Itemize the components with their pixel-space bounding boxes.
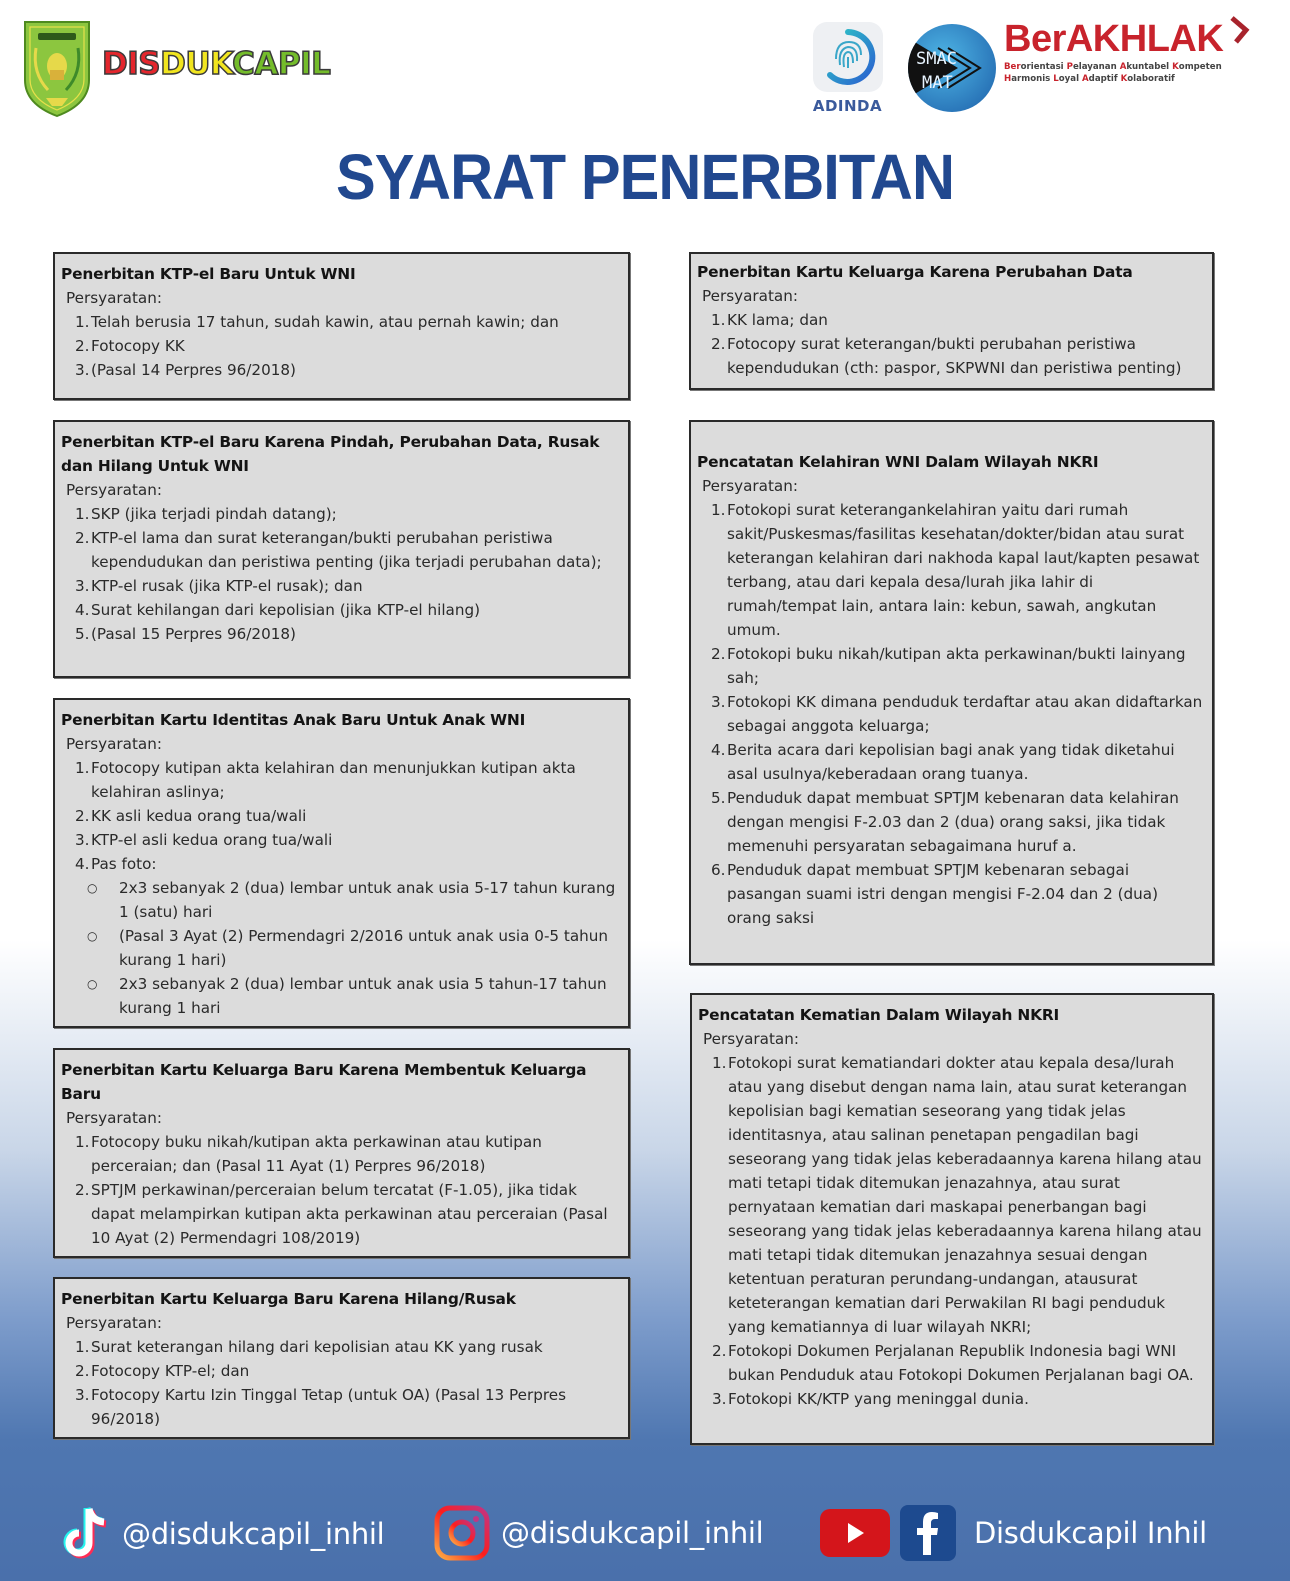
item-number: 3. [75,831,90,849]
card-ktp-pindah-rusak-hilang [53,420,630,678]
pas-foto-sublist [61,876,622,1020]
requirements-list [61,310,622,382]
item-text: Fotokopi buku nikah/kutipan akta perkawinan/bukti lainyang sah; [727,645,1186,687]
requirement-item [75,1178,622,1250]
item-number: 3. [75,577,90,595]
requirement-item [711,308,1206,332]
item-text: Surat keterangan hilang dari kepolisian atau KK yang rusak [91,1338,543,1356]
requirement-item [711,858,1206,930]
requirement-item [711,786,1206,858]
item-text: KK asli kedua orang tua/wali [91,807,307,825]
item-text: SPTJM perkawinan/perceraian belum tercatat (F-1.05), jika tidak dapat melampirkan kutipan akta perkawinan atau perceraian (Pasal 10 Ayat (2) Permendagri 108/2019) [91,1181,608,1247]
brand-part-duk: DUK [160,46,233,82]
page-title: SYARAT PENERBITAN [335,141,955,213]
berakhlak-line2 [1004,73,1223,85]
requirement-item [711,690,1206,738]
berakhlak-initial: Ber [1004,62,1021,72]
requirement-item [75,852,622,876]
berakhlak-line1 [1004,61,1223,73]
card-pencatatan-kematian [690,993,1214,1445]
smart-logo-line2: MAT [922,73,953,93]
requirement-item [75,574,622,598]
instagram-handle[interactable]: @disdukcapil_inhil [501,1516,764,1550]
item-number: 2. [75,1362,90,1380]
item-number: 3. [711,693,726,711]
adinda-logo [810,22,885,115]
disdukcapil-logo [22,18,330,118]
facebook-icon[interactable] [900,1505,956,1561]
requirements-list [61,502,622,646]
brand-wordmark [102,46,330,82]
berakhlak-word-rest: kuntabel [1126,62,1173,72]
regency-crest-icon [22,18,92,118]
requirements-list [697,498,1206,930]
item-number: 1. [712,1054,727,1072]
requirements-label: Persyaratan: [66,1314,162,1332]
item-text: (Pasal 15 Perpres 96/2018) [91,625,296,643]
item-number: 1. [75,1133,90,1151]
requirement-item [712,1051,1206,1339]
item-text: Fotocopy kutipan akta kelahiran dan menunjukkan kutipan akta kelahiran aslinya; [91,759,576,801]
social-footer [0,1505,1290,1565]
card-kk-hilang-rusak [53,1277,630,1439]
requirement-item [75,756,622,804]
card-title: Penerbitan KTP-el Baru Untuk WNI [61,265,356,283]
card-title: Penerbitan Kartu Identitas Anak Baru Untuk Anak WNI [61,711,526,729]
social-tiktok[interactable] [60,1505,384,1563]
berakhlak-initial: L [1053,74,1059,84]
card-title: Penerbitan KTP-el Baru Karena Pindah, Perubahan Data, Rusak dan Hilang Untuk WNI [61,433,600,475]
requirements-list [61,1130,622,1250]
berakhlak-word-rest: orientasi [1020,62,1067,72]
item-text: KK lama; dan [727,311,828,329]
requirement-item [75,1335,622,1359]
item-number: 2. [75,1181,90,1199]
play-arrows-icon [908,24,996,112]
requirements-label: Persyaratan: [66,735,162,753]
item-number: 5. [75,625,90,643]
item-text: Fotokopi Dokumen Perjalanan Republik Indonesia bagi WNI bukan Penduduk atau Fotokopi Dokumen Perjalanan bagi OA. [728,1342,1194,1384]
berakhlak-initial: A [1082,74,1089,84]
berakhlak-word-rest: daptif [1088,74,1121,84]
sub-item-text: 2x3 sebanyak 2 (dua) lembar untuk anak usia 5 tahun-17 tahun kurang 1 hari [119,975,607,1017]
card-title: Penerbitan Kartu Keluarga Karena Perubahan Data [697,263,1133,281]
requirement-item [75,828,622,852]
item-number: 3. [712,1390,727,1408]
item-text: Pas foto: [91,855,157,873]
requirements-label: Persyaratan: [66,1109,162,1127]
berakhlak-initial: H [1004,74,1012,84]
instagram-icon [433,1505,491,1561]
card-title: Pencatatan Kematian Dalam Wilayah NKRI [698,1006,1060,1024]
card-title: Penerbitan Kartu Keluarga Baru Karena Hilang/Rusak [61,1290,516,1308]
item-number: 4. [711,741,726,759]
item-text: Fotocopy KTP-el; dan [91,1362,250,1380]
item-number: 4. [75,601,90,619]
requirement-item [75,1383,622,1431]
card-ktp-baru [53,252,630,400]
item-text: KTP-el rusak (jika KTP-el rusak); dan [91,577,363,595]
requirements-list [698,1051,1206,1411]
requirements-label: Persyaratan: [703,1030,799,1048]
berakhlak-word-rest: ompeten [1178,62,1222,72]
item-number: 1. [75,759,90,777]
requirement-item [75,526,622,574]
brand-part-capil: CAPIL [232,46,331,82]
requirement-item [75,334,622,358]
berakhlak-initial: A [1119,62,1127,72]
requirement-item [711,642,1206,690]
item-number: 2. [712,1342,727,1360]
requirements-label: Persyaratan: [66,289,162,307]
requirement-item [75,1130,622,1178]
item-text: Fotokopi KK/KTP yang meninggal dunia. [728,1390,1029,1408]
item-text: Penduduk dapat membuat SPTJM kebenaran sebagai pasangan suami istri dengan mengisi F-2.04 dan 2 (dua) orang saksi [727,861,1159,927]
social-youtube-facebook[interactable] [820,1505,1207,1561]
chevron-right-icon [1228,16,1252,44]
berakhlak-word-rest: oyal [1058,74,1083,84]
brand-part-dis: DIS [102,46,161,82]
berakhlak-title: BerAKHLAK [1004,18,1224,60]
card-title: Pencatatan Kelahiran WNI Dalam Wilayah NKRI [697,453,1099,471]
sub-item [87,972,622,1020]
item-text: Fotokopi KK dimana penduduk terdaftar atau akan didaftarkan sebagai anggota keluarga; [727,693,1203,735]
adinda-app-tile [813,22,883,92]
youtube-facebook-name[interactable]: Disdukcapil Inhil [974,1516,1207,1550]
card-kia-baru [53,698,630,1028]
item-text: KTP-el lama dan surat keterangan/bukti perubahan peristiwa kependudukan dan peristiwa penting (jika terjadi perubahan data); [91,529,602,571]
circle-bullet-icon: ○ [87,977,98,991]
item-text: (Pasal 14 Perpres 96/2018) [91,361,296,379]
berakhlak-initial: K [1120,74,1128,84]
item-text: Fotocopy surat keterangan/bukti perubahan peristiwa kependudukan (cth: paspor, SKPWNI dan peristiwa penting) [727,335,1182,377]
requirement-item [75,804,622,828]
berakhlak-initial: K [1172,62,1179,72]
requirement-item [75,310,622,334]
sub-item [87,876,622,924]
requirement-item [75,622,622,646]
smart-logo-line1: SMAC [916,49,957,69]
item-text: Fotocopy KK [91,337,185,355]
tiktok-icon [60,1505,112,1563]
item-number: 1. [711,311,726,329]
requirement-item [711,738,1206,786]
item-text: KTP-el asli kedua orang tua/wali [91,831,333,849]
requirement-item [75,358,622,382]
adinda-label: ADINDA [812,97,883,115]
item-number: 2. [711,335,726,353]
berakhlak-word-rest: olaboratif [1127,74,1175,84]
social-instagram[interactable] [433,1505,763,1561]
item-text: SKP (jika terjadi pindah datang); [91,505,337,523]
item-number: 6. [711,861,726,879]
requirements-label: Persyaratan: [702,287,798,305]
item-text: Berita acara dari kepolisian bagi anak yang tidak diketahui asal usulnya/keberadaan orang tuanya. [727,741,1175,783]
item-text: Fotocopy buku nikah/kutipan akta perkawinan atau kutipan perceraian; dan (Pasal 11 Ayat (1) Perpres 96/2018) [91,1133,542,1175]
requirement-item [711,332,1206,380]
card-kk-perubahan-data [689,252,1214,390]
item-number: 1. [75,1338,90,1356]
sub-item-text: 2x3 sebanyak 2 (dua) lembar untuk anak usia 5-17 tahun kurang 1 (satu) hari [119,879,616,921]
item-number: 1. [711,501,726,519]
requirements-list [61,756,622,876]
card-title: Penerbitan Kartu Keluarga Baru Karena Membentuk Keluarga Baru [61,1061,587,1103]
youtube-icon[interactable] [820,1507,890,1559]
item-text: Surat kehilangan dari kepolisian (jika KTP-el hilang) [91,601,481,619]
requirement-item [712,1339,1206,1387]
berakhlak-word-rest: armonis [1011,74,1054,84]
item-number: 3. [75,361,90,379]
item-number: 1. [75,313,90,331]
item-text: Fotocopy Kartu Izin Tinggal Tetap (untuk OA) (Pasal 13 Perpres 96/2018) [91,1386,567,1428]
requirements-list [697,308,1206,380]
berakhlak-initial: P [1066,62,1073,72]
requirements-label: Persyaratan: [66,481,162,499]
berakhlak-logo [1004,18,1223,85]
sub-item-text: (Pasal 3 Ayat (2) Permendagri 2/2016 untuk anak usia 0-5 tahun kurang 1 hari) [119,927,609,969]
item-number: 5. [711,789,726,807]
item-number: 1. [75,505,90,523]
item-text: Fotokopi surat kematiandari dokter atau kepala desa/lurah atau yang disebut dengan nama lain, atau surat keterangan kepolisian bagi kematian seseorang yang tidak jelas identitasnya, atau salinan penetapan pengadilan bagi seseorang yang tidak jelas keberadaannya karena hilang atau mati tetapi tidak ditemukan jenazahnya, atau surat pernyataan kematian dari maskapai penerbangan bagi seseorang yang tidak jelas keberadaannya karena hilang atau mati tetapi tidak ditemukan jenazahnya sesuai dengan ketentuan peraturan perundang-undangan, atausurat keteterangan kematian dari Perwakilan RI bagi penduduk yang kematiannya di luar wilayah NKRI; [728,1054,1202,1336]
requirements-label: Persyaratan: [702,477,798,495]
item-number: 4. [75,855,90,873]
requirements-list [61,1335,622,1431]
card-pencatatan-kelahiran [689,420,1214,965]
requirement-item [75,598,622,622]
item-number: 2. [75,529,90,547]
item-text: Penduduk dapat membuat SPTJM kebenaran data kelahiran dengan mengisi F-2.03 dan 2 (dua) orang saksi, jika tidak memenuhi persyaratan sebagaimana huruf a. [727,789,1179,855]
circle-bullet-icon: ○ [87,881,98,895]
requirement-item [75,1359,622,1383]
requirement-item [75,502,622,526]
sub-item [87,924,622,972]
item-number: 2. [75,337,90,355]
berakhlak-word-rest: elayanan [1072,62,1120,72]
card-kk-keluarga-baru [53,1048,630,1258]
item-number: 2. [711,645,726,663]
item-text: Telah berusia 17 tahun, sudah kawin, atau pernah kawin; dan [91,313,559,331]
smart-logo [908,24,996,112]
requirement-item [711,498,1206,642]
item-number: 2. [75,807,90,825]
item-number: 3. [75,1386,90,1404]
item-text: Fotokopi surat keterangankelahiran yaitu dari rumah sakit/Puskesmas/fasilitas kesehatan/dokter/bidan atau surat keterangan kelahiran dari nakhoda kapal laut/kapten pesawat terbang, atau dari kepala desa/lurah jika lahir di rumah/tempat lain, antara lain: kebun, sawah, angkutan umum. [727,501,1200,639]
fingerprint-icon [818,27,878,87]
requirement-item [712,1387,1206,1411]
tiktok-handle[interactable]: @disdukcapil_inhil [122,1517,385,1551]
circle-bullet-icon: ○ [87,929,98,943]
